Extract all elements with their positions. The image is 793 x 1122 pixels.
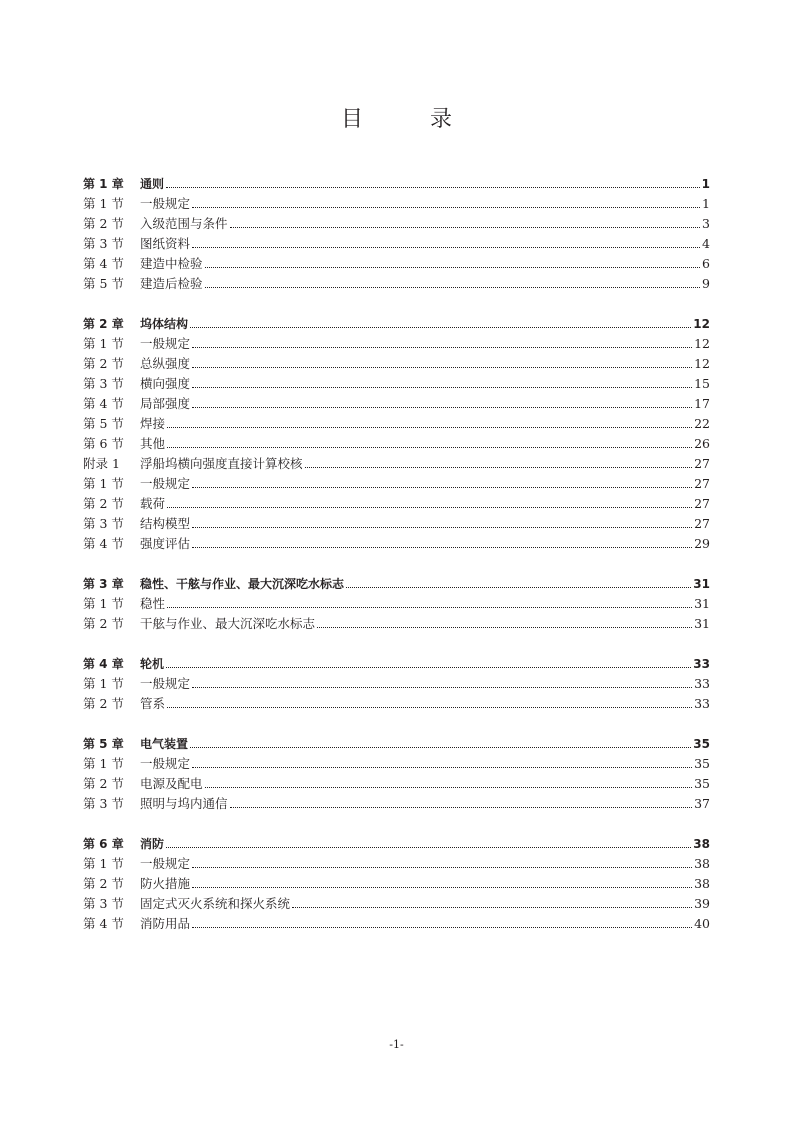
toc-entry-page: 1 [702, 196, 710, 211]
toc-section-entry[interactable] [83, 374, 710, 394]
toc-section-entry[interactable] [83, 534, 710, 554]
toc-group [83, 574, 710, 634]
toc-entry-title: 固定式灭火系统和探火系统 [140, 896, 291, 911]
toc-dot-leader [192, 334, 692, 348]
toc-section-entry[interactable] [83, 274, 710, 294]
toc-entry-title: 通则 [140, 177, 165, 191]
toc-dot-leader [192, 354, 692, 368]
toc-entry-label: 第 5 节 [83, 416, 124, 431]
toc-entry-title: 稳性、干舷与作业、最大沉深吃水标志 [140, 577, 345, 591]
toc-entry-page: 31 [694, 596, 710, 611]
toc-dot-leader [192, 914, 692, 928]
toc-entry-title: 管系 [140, 696, 166, 711]
toc-entry-title: 图纸资料 [140, 236, 191, 251]
toc-entry-label: 第 3 节 [83, 796, 124, 811]
toc-entry-title: 电源及配电 [140, 776, 203, 791]
toc-entry-page: 15 [694, 376, 710, 391]
toc-entry-page: 4 [702, 236, 710, 251]
toc-entry-title: 一般规定 [140, 676, 191, 691]
toc-entry-page: 27 [694, 496, 710, 511]
toc-dot-leader [205, 274, 701, 288]
toc-entry-page: 38 [694, 856, 710, 871]
toc-dot-leader [192, 874, 692, 888]
toc-dot-leader [205, 774, 693, 788]
toc-entry-title: 电气装置 [140, 737, 189, 751]
toc-entry-page: 31 [693, 577, 710, 591]
toc-entry-page: 26 [694, 436, 710, 451]
toc-entry-page: 38 [694, 876, 710, 891]
toc-dot-leader [230, 214, 701, 228]
toc-dot-leader [192, 194, 700, 208]
toc-section-entry[interactable] [83, 894, 710, 914]
toc-entry-title: 一般规定 [140, 756, 191, 771]
toc-entry-title: 一般规定 [140, 856, 191, 871]
toc-section-entry[interactable] [83, 774, 710, 794]
toc-entry-page: 27 [694, 456, 710, 471]
toc-entry-page: 27 [694, 476, 710, 491]
toc-chapter-entry[interactable] [83, 574, 710, 594]
toc-dot-leader [192, 674, 692, 688]
toc-dot-leader [192, 514, 692, 528]
toc-entry-label: 第 1 节 [83, 476, 124, 491]
toc-dot-leader [192, 474, 692, 488]
toc-entry-title: 浮船坞横向强度直接计算校核 [140, 456, 303, 471]
toc-entry-label: 第 2 章 [83, 317, 124, 331]
toc-entry-label: 第 3 节 [83, 516, 124, 531]
toc-dot-leader [190, 314, 691, 328]
toc-entry-title: 坞体结构 [140, 317, 189, 331]
toc-entry-page: 37 [694, 796, 710, 811]
toc-entry-label: 第 6 章 [83, 837, 124, 851]
toc-section-entry[interactable] [83, 454, 710, 474]
toc-entry-title: 其他 [140, 436, 166, 451]
toc-entry-title: 结构模型 [140, 516, 191, 531]
toc-entry-label: 第 1 节 [83, 676, 124, 691]
toc-dot-leader [192, 854, 692, 868]
toc-entry-label: 第 4 章 [83, 657, 124, 671]
toc-entry-label: 第 5 章 [83, 737, 124, 751]
toc-dot-leader [230, 794, 693, 808]
toc-entry-page: 27 [694, 516, 710, 531]
toc-section-entry[interactable] [83, 434, 710, 454]
toc-entry-label: 第 4 节 [83, 916, 124, 931]
toc-entry-page: 22 [694, 416, 710, 431]
toc-section-entry[interactable] [83, 394, 710, 414]
toc-section-entry[interactable] [83, 354, 710, 374]
toc-entry-label: 第 4 节 [83, 536, 124, 551]
toc-section-entry[interactable] [83, 674, 710, 694]
toc-entry-label: 第 3 章 [83, 577, 124, 591]
toc-entry-label: 第 2 节 [83, 616, 124, 631]
table-of-contents [83, 174, 710, 954]
toc-section-entry[interactable] [83, 474, 710, 494]
toc-entry-label: 第 2 节 [83, 216, 124, 231]
toc-dot-leader [192, 754, 692, 768]
toc-entry-label: 第 3 节 [83, 896, 124, 911]
toc-entry-label: 第 6 节 [83, 436, 124, 451]
toc-entry-label: 第 4 节 [83, 396, 124, 411]
toc-entry-title: 一般规定 [140, 336, 191, 351]
toc-group [83, 654, 710, 714]
toc-entry-page: 35 [694, 756, 710, 771]
toc-entry-label: 第 2 节 [83, 876, 124, 891]
toc-entry-title: 焊接 [140, 416, 166, 431]
toc-entry-page: 6 [702, 256, 710, 271]
toc-entry-page: 33 [694, 696, 710, 711]
toc-dot-leader [292, 894, 692, 908]
toc-chapter-entry[interactable] [83, 654, 710, 674]
page-title: 目 录 [341, 107, 482, 132]
toc-entry-title: 防火措施 [140, 876, 191, 891]
toc-dot-leader [192, 234, 700, 248]
toc-entry-title: 消防 [140, 837, 165, 851]
toc-dot-leader [166, 834, 691, 848]
page-number: -1- [389, 1038, 404, 1051]
toc-dot-leader [167, 414, 692, 428]
toc-entry-label: 第 1 章 [83, 177, 124, 191]
toc-entry-label: 第 2 节 [83, 356, 124, 371]
toc-section-entry[interactable] [83, 594, 710, 614]
toc-entry-page: 35 [694, 776, 710, 791]
toc-section-entry[interactable] [83, 494, 710, 514]
toc-dot-leader [167, 694, 692, 708]
toc-section-entry[interactable] [83, 874, 710, 894]
toc-entry-page: 33 [694, 676, 710, 691]
toc-section-entry[interactable] [83, 194, 710, 214]
toc-entry-title: 轮机 [140, 657, 165, 671]
toc-dot-leader [205, 254, 701, 268]
toc-entry-label: 第 2 节 [83, 696, 124, 711]
toc-dot-leader [167, 434, 692, 448]
toc-entry-title: 总纵强度 [140, 356, 191, 371]
toc-entry-page: 12 [693, 317, 710, 331]
toc-group [83, 314, 710, 554]
toc-entry-label: 第 1 节 [83, 756, 124, 771]
toc-entry-page: 3 [702, 216, 710, 231]
toc-entry-label: 附录 1 [83, 456, 120, 471]
toc-entry-label: 第 2 节 [83, 776, 124, 791]
toc-entry-title: 一般规定 [140, 196, 191, 211]
toc-chapter-entry[interactable] [83, 834, 710, 854]
toc-entry-page: 40 [694, 916, 710, 931]
toc-entry-label: 第 5 节 [83, 276, 124, 291]
toc-dot-leader [192, 374, 692, 388]
toc-group [83, 834, 710, 934]
toc-entry-label: 第 4 节 [83, 256, 124, 271]
toc-group [83, 734, 710, 814]
toc-dot-leader [305, 454, 693, 468]
toc-entry-page: 29 [694, 536, 710, 551]
toc-entry-label: 第 1 节 [83, 196, 124, 211]
toc-entry-page: 31 [694, 616, 710, 631]
toc-dot-leader [190, 734, 691, 748]
toc-entry-page: 39 [694, 896, 710, 911]
toc-section-entry[interactable] [83, 614, 710, 634]
toc-entry-label: 第 1 节 [83, 856, 124, 871]
toc-dot-leader [166, 174, 700, 188]
toc-entry-page: 12 [694, 336, 710, 351]
toc-section-entry[interactable] [83, 914, 710, 934]
toc-chapter-entry[interactable] [83, 314, 710, 334]
toc-chapter-entry[interactable] [83, 174, 710, 194]
toc-section-entry[interactable] [83, 754, 710, 774]
toc-entry-title: 载荷 [140, 496, 166, 511]
toc-entry-page: 35 [693, 737, 710, 751]
toc-entry-title: 一般规定 [140, 476, 191, 491]
toc-entry-page: 38 [693, 837, 710, 851]
toc-entry-label: 第 3 节 [83, 376, 124, 391]
toc-section-entry[interactable] [83, 254, 710, 274]
toc-dot-leader [167, 494, 692, 508]
toc-entry-label: 第 1 节 [83, 336, 124, 351]
toc-dot-leader [346, 574, 691, 588]
toc-section-entry[interactable] [83, 414, 710, 434]
toc-section-entry[interactable] [83, 214, 710, 234]
toc-dot-leader [192, 394, 692, 408]
toc-dot-leader [317, 614, 692, 628]
toc-entry-page: 12 [694, 356, 710, 371]
toc-entry-page: 17 [694, 396, 710, 411]
toc-entry-page: 9 [702, 276, 710, 291]
toc-dot-leader [167, 594, 692, 608]
toc-entry-title: 强度评估 [140, 536, 191, 551]
toc-section-entry[interactable] [83, 694, 710, 714]
toc-section-entry[interactable] [83, 794, 710, 814]
toc-entry-title: 建造中检验 [140, 256, 203, 271]
toc-section-entry[interactable] [83, 854, 710, 874]
toc-section-entry[interactable] [83, 234, 710, 254]
toc-entry-title: 横向强度 [140, 376, 191, 391]
toc-group [83, 174, 710, 294]
toc-section-entry[interactable] [83, 334, 710, 354]
toc-entry-page: 1 [701, 177, 710, 191]
toc-entry-title: 照明与坞内通信 [140, 796, 228, 811]
toc-dot-leader [192, 534, 692, 548]
toc-entry-title: 干舷与作业、最大沉深吃水标志 [140, 616, 316, 631]
toc-entry-title: 局部强度 [140, 396, 191, 411]
toc-entry-title: 稳性 [140, 596, 166, 611]
toc-entry-label: 第 1 节 [83, 596, 124, 611]
toc-entry-label: 第 3 节 [83, 236, 124, 251]
toc-dot-leader [166, 654, 691, 668]
toc-entry-title: 消防用品 [140, 916, 191, 931]
toc-entry-title: 建造后检验 [140, 276, 203, 291]
toc-entry-page: 33 [693, 657, 710, 671]
toc-section-entry[interactable] [83, 514, 710, 534]
toc-chapter-entry[interactable] [83, 734, 710, 754]
toc-entry-label: 第 2 节 [83, 496, 124, 511]
toc-entry-title: 入级范围与条件 [140, 216, 228, 231]
